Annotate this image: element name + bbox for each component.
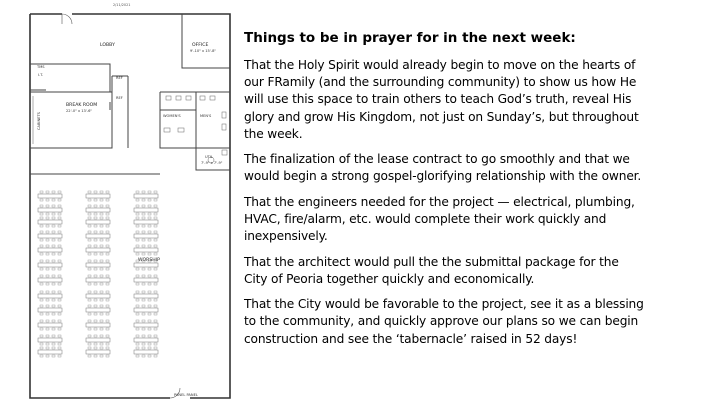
seat-table [38, 231, 62, 241]
office-label: OFFICE [192, 43, 209, 48]
ref-label-2: REF [116, 96, 123, 100]
prayer-line: HVAC, fire/alarm, etc. would complete their work quickly and [244, 212, 607, 226]
seat-table [38, 205, 62, 215]
it-label: I.T. [38, 73, 44, 77]
seat-table [86, 205, 110, 215]
seat-table [38, 191, 62, 201]
seat-table [86, 305, 110, 315]
break-room-label: BREAK ROOM [66, 103, 98, 108]
floor-plan-drawing [0, 0, 245, 405]
prayer-paragraphs [244, 57, 714, 348]
seat-table [86, 245, 110, 255]
office-dims: 9'-10" x 15'-8" [190, 49, 217, 53]
prayer-line: the week. [244, 126, 303, 141]
seat-table [38, 275, 62, 285]
prayer-line: City of Peoria together quickly and economically. [244, 271, 535, 286]
prayer-list [244, 30, 714, 356]
seat-table [38, 217, 62, 227]
seat-table [134, 320, 158, 330]
tms-label: TMS [37, 65, 45, 69]
seat-table [38, 305, 62, 315]
prayer-line: That the architect would pull the the submittal package for the [244, 254, 619, 269]
seat-table [134, 217, 158, 227]
seat-table [38, 260, 62, 270]
prayer-item [244, 151, 714, 185]
prayer-line: glory and grow His Kingdom, not just on Sunday’s, but throughout [244, 109, 639, 124]
seat-table [86, 191, 110, 201]
util-label: UTIL [205, 155, 213, 159]
seat-table [38, 291, 62, 301]
seat-table [86, 347, 110, 357]
seat-table [38, 335, 62, 345]
seat-table [134, 291, 158, 301]
prayer-line: our FRamily (and the surrounding community) to show us how He [244, 75, 637, 90]
seat-table [134, 275, 158, 285]
seat-table [134, 205, 158, 215]
seat-table [134, 335, 158, 345]
prayer-line: The finalization of the lease contract to go smoothly and that we [244, 152, 630, 167]
prayer-line: That the Holy Spirit would already begin to move on the hearts of [244, 58, 636, 72]
prayer-item [244, 194, 714, 246]
floor-plan [0, 0, 245, 405]
seat-table [86, 260, 110, 270]
prayer-line: That the engineers needed for the project — electrical, plumbing, [244, 194, 635, 209]
worship-label: WORSHIP [138, 258, 160, 263]
seat-table [134, 305, 158, 315]
seat-table [86, 231, 110, 241]
prayer-line: That the City would be favorable to the project, see it as a blessing [244, 297, 644, 312]
seat-table [134, 245, 158, 255]
seat-table [86, 320, 110, 330]
prayer-line: will use this space to train others to teach God’s truth, reveal His [244, 92, 632, 107]
seat-table [86, 217, 110, 227]
seat-table [38, 245, 62, 255]
seat-table [38, 347, 62, 357]
seat-table [134, 191, 158, 201]
prayer-heading: Things to be in prayer for in the next week: [244, 30, 576, 46]
lobby-label: LOBBY [100, 43, 115, 48]
floor-plan-stamp: 2/11/2021 [113, 3, 131, 7]
seat-table [38, 320, 62, 330]
ref-label-1: REF [116, 76, 123, 80]
mens-label: MEN'S [200, 114, 212, 118]
seat-table [134, 231, 158, 241]
panel-label: PANEL PANEL [174, 393, 198, 397]
prayer-line: to the community, and quickly approve our plans so we can begin [244, 314, 639, 329]
util-dims: 7'-9" x 7'-9" [201, 161, 223, 165]
prayer-line: inexpensively. [244, 229, 328, 244]
seat-table [86, 335, 110, 345]
prayer-item [244, 254, 714, 288]
prayer-item [244, 296, 714, 348]
worship-seating [38, 191, 158, 357]
break-room-dims: 22'-0" x 13'-6" [66, 109, 93, 113]
seat-table [86, 275, 110, 285]
seat-table [134, 347, 158, 357]
prayer-line: construction and see the ‘tabernacle’ raised in 52 days! [244, 331, 578, 346]
prayer-item [244, 57, 714, 143]
seat-table [86, 291, 110, 301]
cabinets-label: CABINETS [37, 112, 41, 130]
womens-label: WOMEN'S [163, 114, 181, 118]
prayer-line: would begin a strong gospel-glorifying relationship with the owner. [244, 169, 642, 184]
